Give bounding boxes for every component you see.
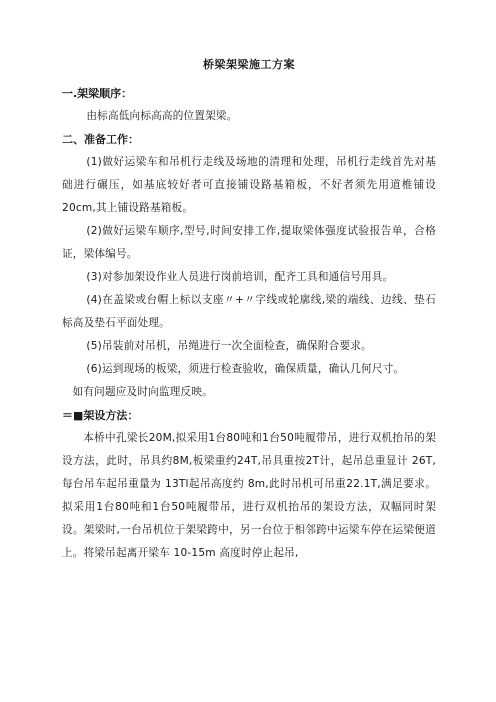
paragraph: (1)做好运梁车和吊机行走线及场地的清理和处理，吊机行走线首先对基础进行碾压，如基底较好者可直接铺设路基箱板，不好者须先用道椎铺设20cm,其上铺设路基箱板。: [62, 156, 436, 214]
document-page: [62, 56, 436, 565]
paragraph: (4)在盖梁或台帽上标以支座〃+〃字线或轮廓线,梁的端线、边线、垫石标高及垫石平面处理。: [62, 294, 436, 329]
paragraph: 本桥中孔梁长20M,拟采用1台80吨和1台50吨履带吊，进行双机抬吊的架设方法，此时，吊具约8M,板梁重约24T,吊具重按2T计，起吊总重显计 26T,每台吊车起吊重量为 13Tl起吊高度约 8m,此时吊机可吊重22.1T,满足要求。拟采用1台80吨和1台50吨履带吊，进行双机抬吊的架设方法，双幅同时架设。架梁时,一台吊机位于架梁跨中，另一台位于相邻跨中运梁车停在运梁便道上。将梁吊起离开梁车 10-15m 高度时停止起吊,: [62, 432, 436, 559]
paragraph: (2)做好运梁车顺序,型号,时间安排工作,提取梁体强度试验报告单，合格证，梁体编号。: [62, 225, 436, 260]
paragraph: (3)对参加架设作业人员进行岗前培训，配齐工具和通信号用具。: [86, 271, 394, 283]
paragraph: 如有问题应及时向监理反映。: [72, 386, 213, 398]
section-heading-preparation: 二、准备工作：: [62, 133, 139, 146]
paragraph: (6)运到现场的板梁，须进行检查验收，确保质量，确认几何尺寸。: [86, 363, 405, 375]
paragraph: 由标高低向标高高的位置架梁。: [86, 110, 238, 122]
section-heading-order: 一.架梁顺序：: [62, 87, 133, 100]
document-title: 桥梁架梁施工方案: [203, 58, 295, 71]
paragraph: (5)吊装前对吊机，吊绳进行一次全面检查，确保附合要求。: [86, 340, 372, 352]
section-heading-method: ＝■架设方法：: [62, 409, 139, 422]
